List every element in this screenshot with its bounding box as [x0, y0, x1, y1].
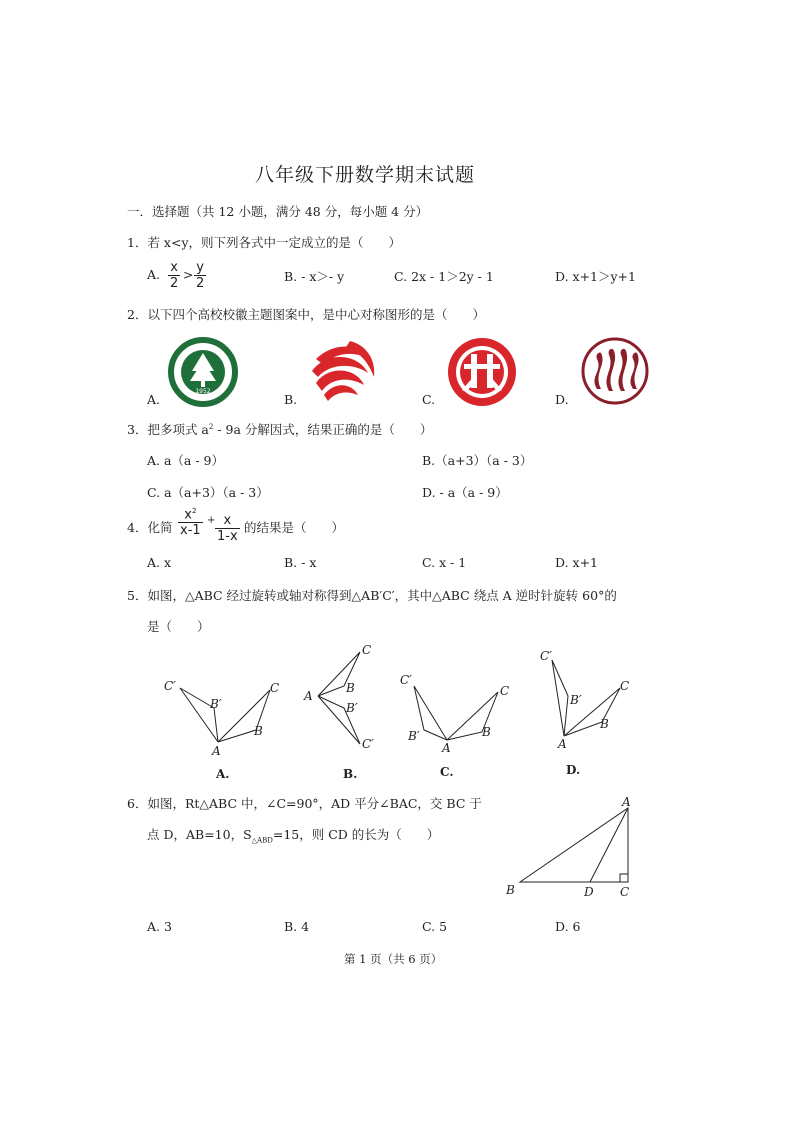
- page-footer: 第 1 页（共 6 页）: [344, 952, 443, 966]
- q5b-label-b: B: [346, 681, 355, 695]
- q6-label-a: A: [622, 795, 631, 809]
- q3-option-a: A. a（a - 9）: [147, 453, 225, 468]
- q1-frac1-num: x: [168, 260, 180, 276]
- q5a-label-c: C: [270, 681, 280, 695]
- q6-area-subscript: △ABD: [251, 836, 273, 845]
- q5-option-b: B.: [343, 767, 358, 781]
- q6-stem-line2: [147, 825, 439, 845]
- q4-f1-num: [178, 507, 203, 523]
- q5-figure-d: [552, 660, 620, 736]
- q3-stem: [127, 420, 432, 438]
- q5b-label-a: A: [304, 689, 313, 703]
- q2-option-d: D.: [555, 392, 569, 407]
- seal-b-swirl-icon: [306, 337, 378, 407]
- q5b-label-c: C: [362, 643, 372, 657]
- q1-option-b: B. - x＞- y: [284, 269, 345, 284]
- q4-option-b: B. - x: [284, 555, 317, 570]
- q6-stem2-post: =15，则 CD 的长为（ ）: [272, 827, 440, 842]
- seal-a-year: 1952: [195, 388, 211, 395]
- q1-option-a-label: A.: [147, 267, 161, 282]
- q1-frac1-den: 2: [170, 276, 179, 291]
- q5d-label-b: B: [600, 717, 609, 731]
- q4-f1-num-x: x: [184, 507, 192, 523]
- q5-option-d: D.: [566, 763, 581, 777]
- q5c-label-a: A: [442, 741, 451, 755]
- q5d-label-c: C: [620, 679, 630, 693]
- q6-figure: [500, 794, 650, 904]
- seal-a-forestry-icon: [168, 337, 238, 407]
- q5d-label-bp: B′: [570, 693, 582, 707]
- q1-frac2-den: 2: [196, 276, 205, 291]
- q6-option-c: C. 5: [422, 919, 448, 934]
- q3-exponent: 2: [208, 422, 214, 431]
- q4-f1-den: x-1: [180, 523, 201, 539]
- q5-option-c: C.: [440, 765, 454, 779]
- q6-option-d: D. 6: [555, 919, 581, 934]
- q4-fraction-2: [215, 513, 240, 544]
- q5c-label-b: B: [482, 725, 491, 739]
- q1-option-c: C. 2x - 1＞2y - 1: [394, 269, 494, 284]
- q1-frac2-num: y: [194, 260, 206, 276]
- q5a-label-a: A: [212, 744, 221, 758]
- q6-label-c: C: [620, 885, 630, 899]
- q2-option-a: A.: [147, 392, 161, 407]
- q1-option-d: D. x+1＞y+1: [555, 269, 636, 284]
- q1-stem: 1．若 x<y，则下列各式中一定成立的是（ ）: [127, 235, 402, 250]
- q6-stem-line1: 6．如图，Rt△ABC 中，∠C=90°，AD 平分∠BAC，交 BC 于: [127, 796, 482, 811]
- q3-option-b: B.（a+3）（a - 3）: [422, 453, 533, 468]
- q3-option-c: C. a（a+3）（a - 3）: [147, 485, 269, 500]
- q5b-label-cp: C′: [362, 737, 374, 751]
- q5-stem-line2: 是（ ）: [147, 619, 210, 634]
- q4-f1-sup: 2: [191, 507, 197, 515]
- section-heading: 一．选择题（共 12 小题，满分 48 分，每小题 4 分）: [127, 204, 429, 219]
- q3-stem-post: - 9a 分解因式，结果正确的是（ ）: [213, 422, 433, 437]
- q4-stem-post: 的结果是（ ）: [244, 520, 345, 535]
- q5a-label-b: B: [254, 724, 263, 738]
- q5-stem-line1: 5．如图，△ABC 经过旋转或轴对称得到△AB′C′，其中△ABC 绕点 A 逆时针旋转 60°的: [127, 588, 617, 603]
- q1-option-a-fraction-left: [168, 260, 180, 291]
- q4-f2-num: x: [215, 513, 240, 529]
- q5b-label-bp: B′: [346, 701, 358, 715]
- q5-figure-b: [318, 652, 360, 744]
- q4-option-a: A. x: [147, 555, 172, 570]
- page-title: 八年级下册数学期末试题: [255, 164, 476, 186]
- q3-stem-pre: 3．把多项式 a: [127, 422, 209, 437]
- q5c-label-c: C: [500, 684, 510, 698]
- q6-option-b: B. 4: [284, 919, 310, 934]
- q6-triangle: [520, 808, 628, 882]
- q4-fraction-1: [178, 507, 203, 538]
- q4-stem-pre: 4．化简: [127, 520, 173, 535]
- seal-d-flame-icon: [579, 335, 651, 407]
- q4-option-d: D. x+1: [555, 555, 598, 570]
- q1-option-a-relation: >: [183, 267, 194, 282]
- q4-plus: +: [207, 515, 216, 526]
- q4-f2-den: 1-x: [217, 529, 238, 544]
- q4-option-c: C. x - 1: [422, 555, 467, 570]
- q3-option-d: D. - a（a - 9）: [422, 485, 508, 500]
- q2-option-c: C.: [422, 392, 436, 407]
- q5a-label-cp: C′: [164, 679, 176, 693]
- seal-c-peking-icon: [446, 336, 518, 408]
- q6-label-d: D: [584, 885, 594, 899]
- q5c-label-bp: B′: [408, 729, 420, 743]
- q1-option-a-fraction-right: [194, 260, 206, 291]
- q5a-label-bp: B′: [210, 697, 222, 711]
- q5d-label-cp: C′: [540, 649, 552, 663]
- q5-figures: [160, 640, 680, 785]
- q6-option-a: A. 3: [147, 919, 172, 934]
- q6-stem2-pre: 点 D，AB=10，S: [147, 827, 252, 842]
- q2-stem: 2．以下四个高校校徽主题图案中，是中心对称图形的是（ ）: [127, 307, 485, 322]
- q5c-label-cp: C′: [400, 673, 412, 687]
- q6-label-b: B: [506, 883, 515, 897]
- q5d-label-a: A: [558, 737, 567, 751]
- q2-option-b: B.: [284, 392, 298, 407]
- q5-option-a: A.: [216, 767, 230, 781]
